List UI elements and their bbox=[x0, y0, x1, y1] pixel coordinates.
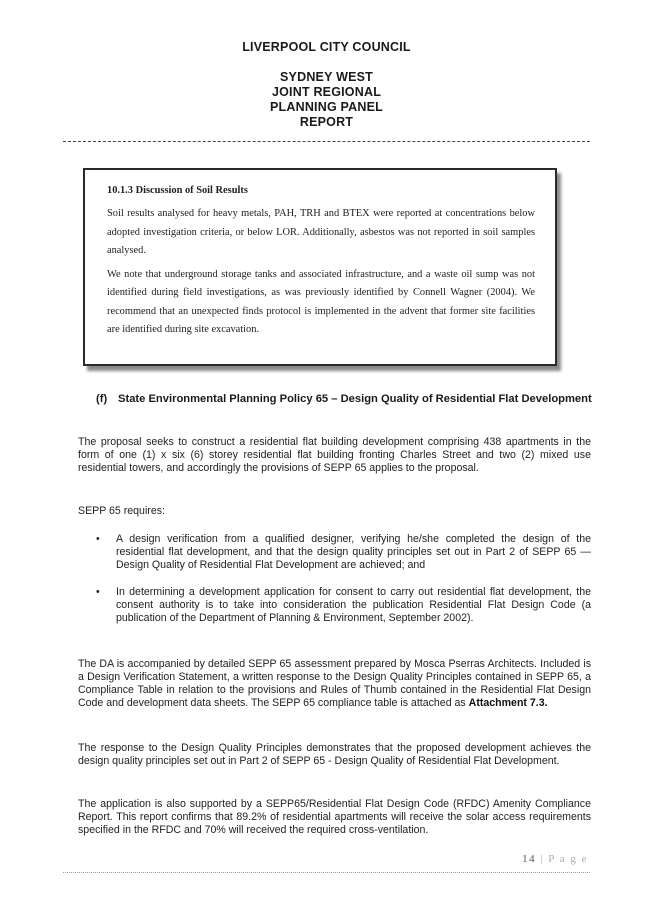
bullet-icon: • bbox=[96, 586, 100, 598]
page-number bbox=[470, 853, 588, 865]
excerpt-paragraph-1: Soil results analysed for heavy metals, PAH, TRH and BTEX were reported at concentrations below adopted investigation criteria, or below LOR. Additionally, asbestos was not reported in soil samples analysed. bbox=[107, 208, 535, 256]
panel-line-3: PLANNING PANEL bbox=[270, 100, 383, 114]
section-heading bbox=[96, 392, 592, 406]
excerpt-heading: 10.1.3 Discussion of Soil Results bbox=[107, 185, 248, 196]
list-item-text: In determining a development application for consent to carry out residential flat development, the consent authority is to take into consideration the publication Residential Flat Design Code (a publication of the Department of Planning & Environment, September 2002). bbox=[116, 586, 591, 624]
page-separator: | bbox=[540, 853, 545, 865]
paragraph-text: The DA is accompanied by detailed SEPP 65 assessment prepared by Mosca Pserras Architects. Included is a Design Verification Statement, a written response to the Design Quality Principles contained in SEPP 65, a Compliance Table in relation to the provisions and Rules of Thumb contained in the Residential Flat Design Code and development data sheets. The SEPP 65 compliance table is attached as bbox=[78, 658, 591, 709]
footer-divider bbox=[63, 872, 590, 873]
excerpt-paragraph-2: We note that underground storage tanks and associated infrastructure, and a waste oil sump was not identified during field investigations, as was previously identified by Connell Wagner (2004). We recommend that an unexpected finds protocol is implemented in the advent that former site facilities are identified during site excavation. bbox=[107, 268, 535, 335]
attachment-reference: Attachment 7.3. bbox=[468, 697, 548, 709]
section-label: (f) bbox=[96, 393, 108, 405]
council-name bbox=[0, 40, 653, 55]
section-title: State Environmental Planning Policy 65 – Design Quality of Residential Flat Development bbox=[118, 393, 592, 405]
paragraph-design-response: The response to the Design Quality Principles demonstrates that the proposed development achieves the design quality principles set out in Part 2 of SEPP 65 - Design Quality of Residential Flat Development. bbox=[78, 742, 591, 767]
list-item bbox=[96, 533, 591, 572]
list-item bbox=[96, 586, 591, 625]
list-item-text: A design verification from a qualified designer, verifying he/she completed the design of the residential flat development, and that the design quality principles set out in Part 2 of SEPP 65 — Design Quality of Residential Flat Development are achieved; and bbox=[116, 533, 591, 571]
panel-line-4: REPORT bbox=[299, 115, 354, 129]
soil-results-excerpt bbox=[83, 168, 557, 366]
council-title: LIVERPOOL CITY COUNCIL bbox=[242, 40, 411, 54]
page-word: P a g e bbox=[548, 853, 588, 865]
page-number-value: 14 bbox=[522, 853, 537, 865]
requirements-list bbox=[96, 533, 591, 625]
paragraph-amenity-report: The application is also supported by a SEPP65/Residential Flat Design Code (RFDC) Amenity Compliance Report. This report confirms that 89.2% of residential apartments will receive the solar access requirements specified in the RFDC and 70% will received the required cross-ventilation. bbox=[78, 798, 591, 836]
paragraph-proposal: The proposal seeks to construct a residential flat building development comprising 438 apartments in the form of one (1) x six (6) storey residential flat building fronting Charles Street and two (2) mixed use residential towers, and accordingly the provisions of SEPP 65 applies to the proposal. bbox=[78, 436, 591, 474]
panel-title-block bbox=[0, 70, 653, 130]
bullet-icon: • bbox=[96, 533, 100, 545]
paragraph-da-accompanied bbox=[78, 658, 591, 710]
header-divider bbox=[63, 141, 590, 142]
paragraph-sepp-requires: SEPP 65 requires: bbox=[78, 505, 165, 517]
panel-line-2: JOINT REGIONAL bbox=[271, 85, 382, 99]
panel-line-1: SYDNEY WEST bbox=[280, 70, 373, 84]
